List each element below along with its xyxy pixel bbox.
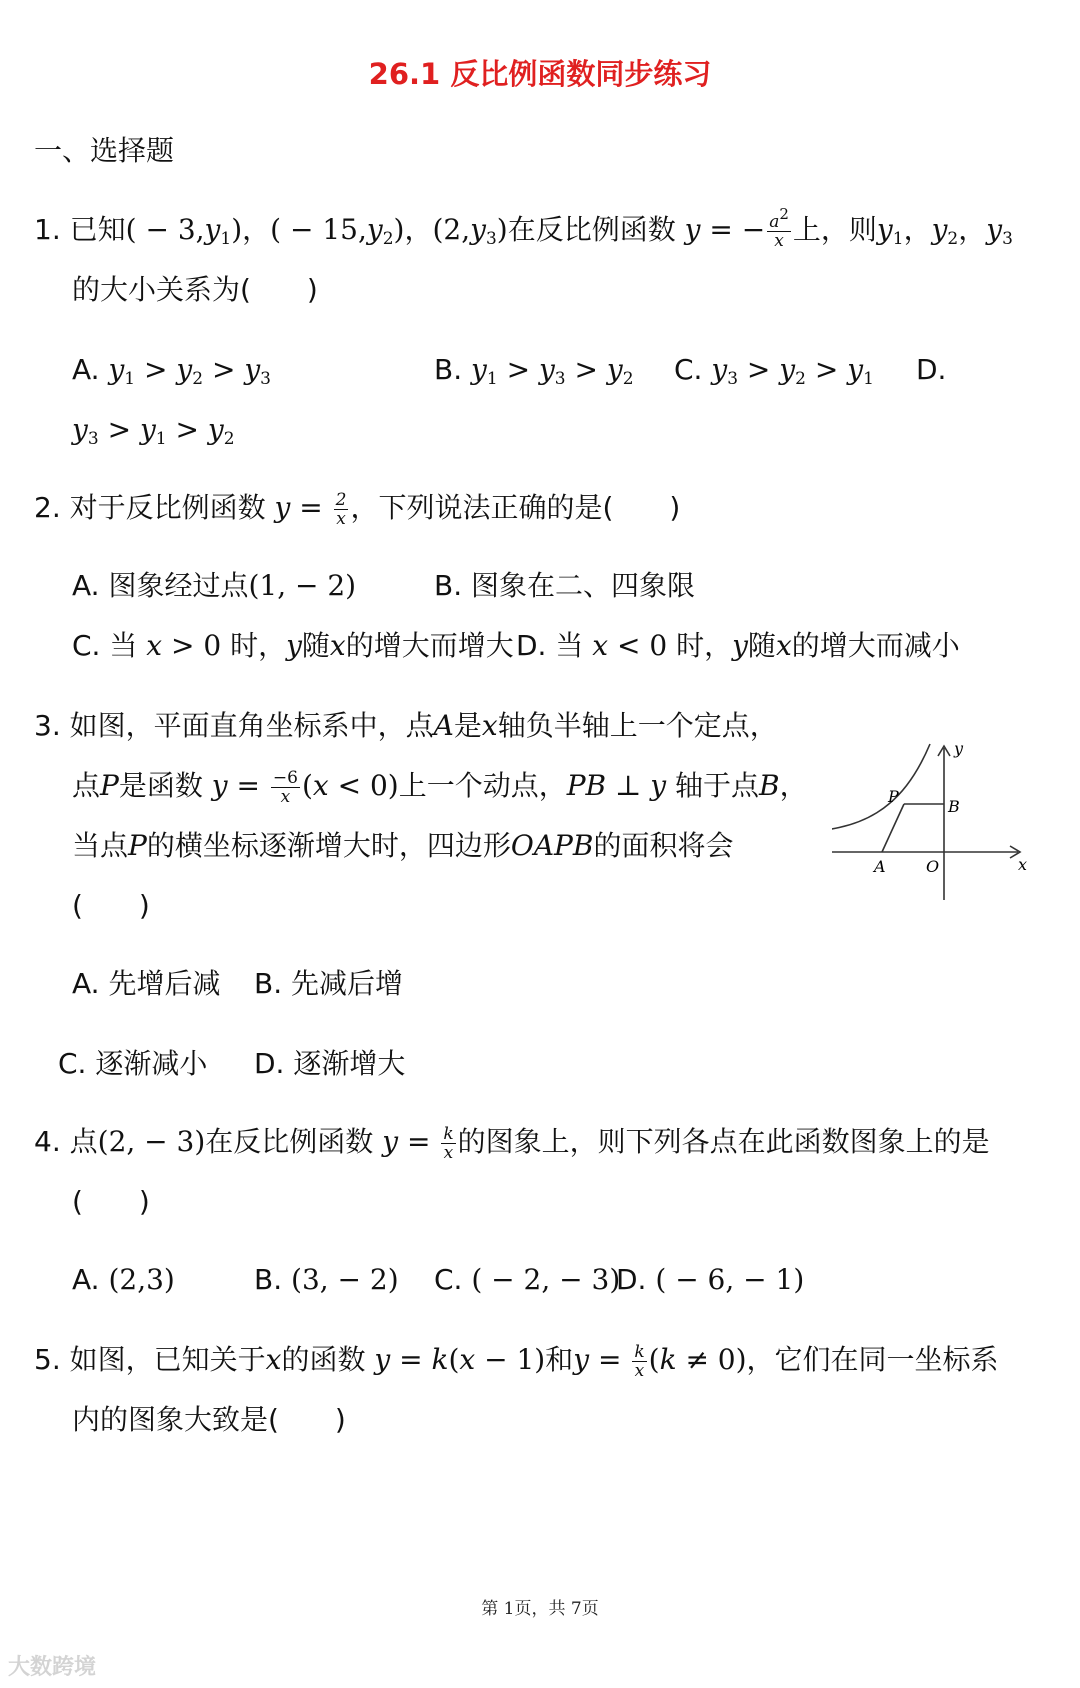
fraction-neg6-over-x: $\frac{-6}{x}$	[272, 767, 298, 807]
q2-option-a[interactable]: A. 图象经过点(1, − 2)	[72, 569, 357, 602]
q3-coordinate-graph	[832, 740, 1028, 908]
q2-option-c[interactable]: C. 当 x > 0 时，y随x的增大而增大	[72, 629, 514, 662]
q3-option-c[interactable]: C. 逐渐减小	[58, 1047, 208, 1080]
graph-label-p: P	[888, 787, 899, 806]
fraction-k-over-x-2: $\frac{k}{x}$	[634, 1341, 645, 1381]
q4-option-a[interactable]: A. (2,3)	[72, 1263, 175, 1296]
q1-option-b[interactable]: B. $y_1 > y_3 > y_2$	[434, 353, 634, 389]
question-number: 1.	[34, 213, 61, 246]
question-1-line-1: 1. 已知( − $3,y_1$)，( − $15,y_2$)，$(2,y_3)$在反比例函数 y = − $\frac{a^2}{x}$ 上，则$y_1$，$y_2$，$y_3$	[34, 204, 1013, 251]
question-2-stem: 2. 对于反比例函数 y = $\frac{2}{x}$ ，下列说法正确的是( )	[34, 489, 681, 529]
graph-label-o: O	[926, 857, 940, 876]
q3-option-d[interactable]: D. 逐渐增大	[254, 1047, 406, 1080]
fraction-a2-over-x: $\frac{a^2}{x}$	[769, 204, 789, 251]
graph-label-a: A	[874, 857, 886, 876]
section-heading: 一、选择题	[34, 134, 175, 167]
question-4-blank: ( )	[72, 1185, 150, 1218]
question-4-stem: 4. 点(2, − 3)在反比例函数 y = $\frac{k}{x}$ 的图象上，则下列各点在此函数图象上的是	[34, 1123, 990, 1163]
q4-option-c[interactable]: C. ( − 2, − 3)	[434, 1263, 621, 1296]
q1-option-d-value[interactable]: $y_3 > y_1 > y_2$	[72, 413, 235, 449]
q2-option-b[interactable]: B. 图象在二、四象限	[434, 569, 696, 602]
q4-option-b[interactable]: B. (3, − 2)	[254, 1263, 399, 1296]
fraction-2-over-x: $\frac{2}{x}$	[335, 489, 347, 529]
q4-option-d[interactable]: D. ( − 6, − 1)	[616, 1263, 805, 1296]
question-3-line-3: 当点P的横坐标逐渐增大时，四边形OAPB的面积将会	[72, 829, 734, 862]
q2-option-d[interactable]: D. 当 x < 0 时，y随x的增大而减小	[516, 629, 960, 662]
graph-label-y: y	[954, 740, 964, 758]
q1-option-a[interactable]: A. $y_1 > y_2 > y_3$	[72, 353, 271, 389]
hyperbola-curve	[832, 744, 930, 832]
question-3-blank: ( )	[72, 889, 150, 922]
q1-option-c[interactable]: C. $y_3 > y_2 > y_1$	[674, 353, 874, 389]
graph-label-x: x	[1018, 855, 1028, 874]
q1-option-d-label[interactable]: D.	[916, 353, 947, 386]
graph-label-b: B	[948, 797, 960, 816]
question-1-line-2: 的大小关系为( )	[72, 273, 318, 306]
watermark-logo: 大数跨境	[8, 1655, 97, 1680]
q3-option-a[interactable]: A. 先增后减	[72, 967, 221, 1000]
question-3-line-2: 点P是函数 y = $\frac{-6}{x}$ (x < 0)上一个动点，PB ⊥ y 轴于点B，	[72, 767, 808, 807]
question-3-line-1: 3. 如图，平面直角坐标系中，点A是x轴负半轴上一个定点，	[34, 709, 778, 742]
page-title: 26.1 反比例函数同步练习	[368, 57, 712, 91]
question-5-line-2: 内的图象大致是( )	[72, 1403, 346, 1436]
fraction-k-over-x: $\frac{k}{x}$	[443, 1123, 454, 1163]
question-5-line-1: 5. 如图，已知关于x的函数 y = k(x − 1)和y = $\frac{k}{x}$ (k ≠ 0)，它们在同一坐标系	[34, 1341, 999, 1381]
segment-ap	[882, 804, 904, 852]
q3-option-b[interactable]: B. 先减后增	[254, 967, 404, 1000]
page-footer: 第 1页，共 7页	[481, 1599, 599, 1619]
